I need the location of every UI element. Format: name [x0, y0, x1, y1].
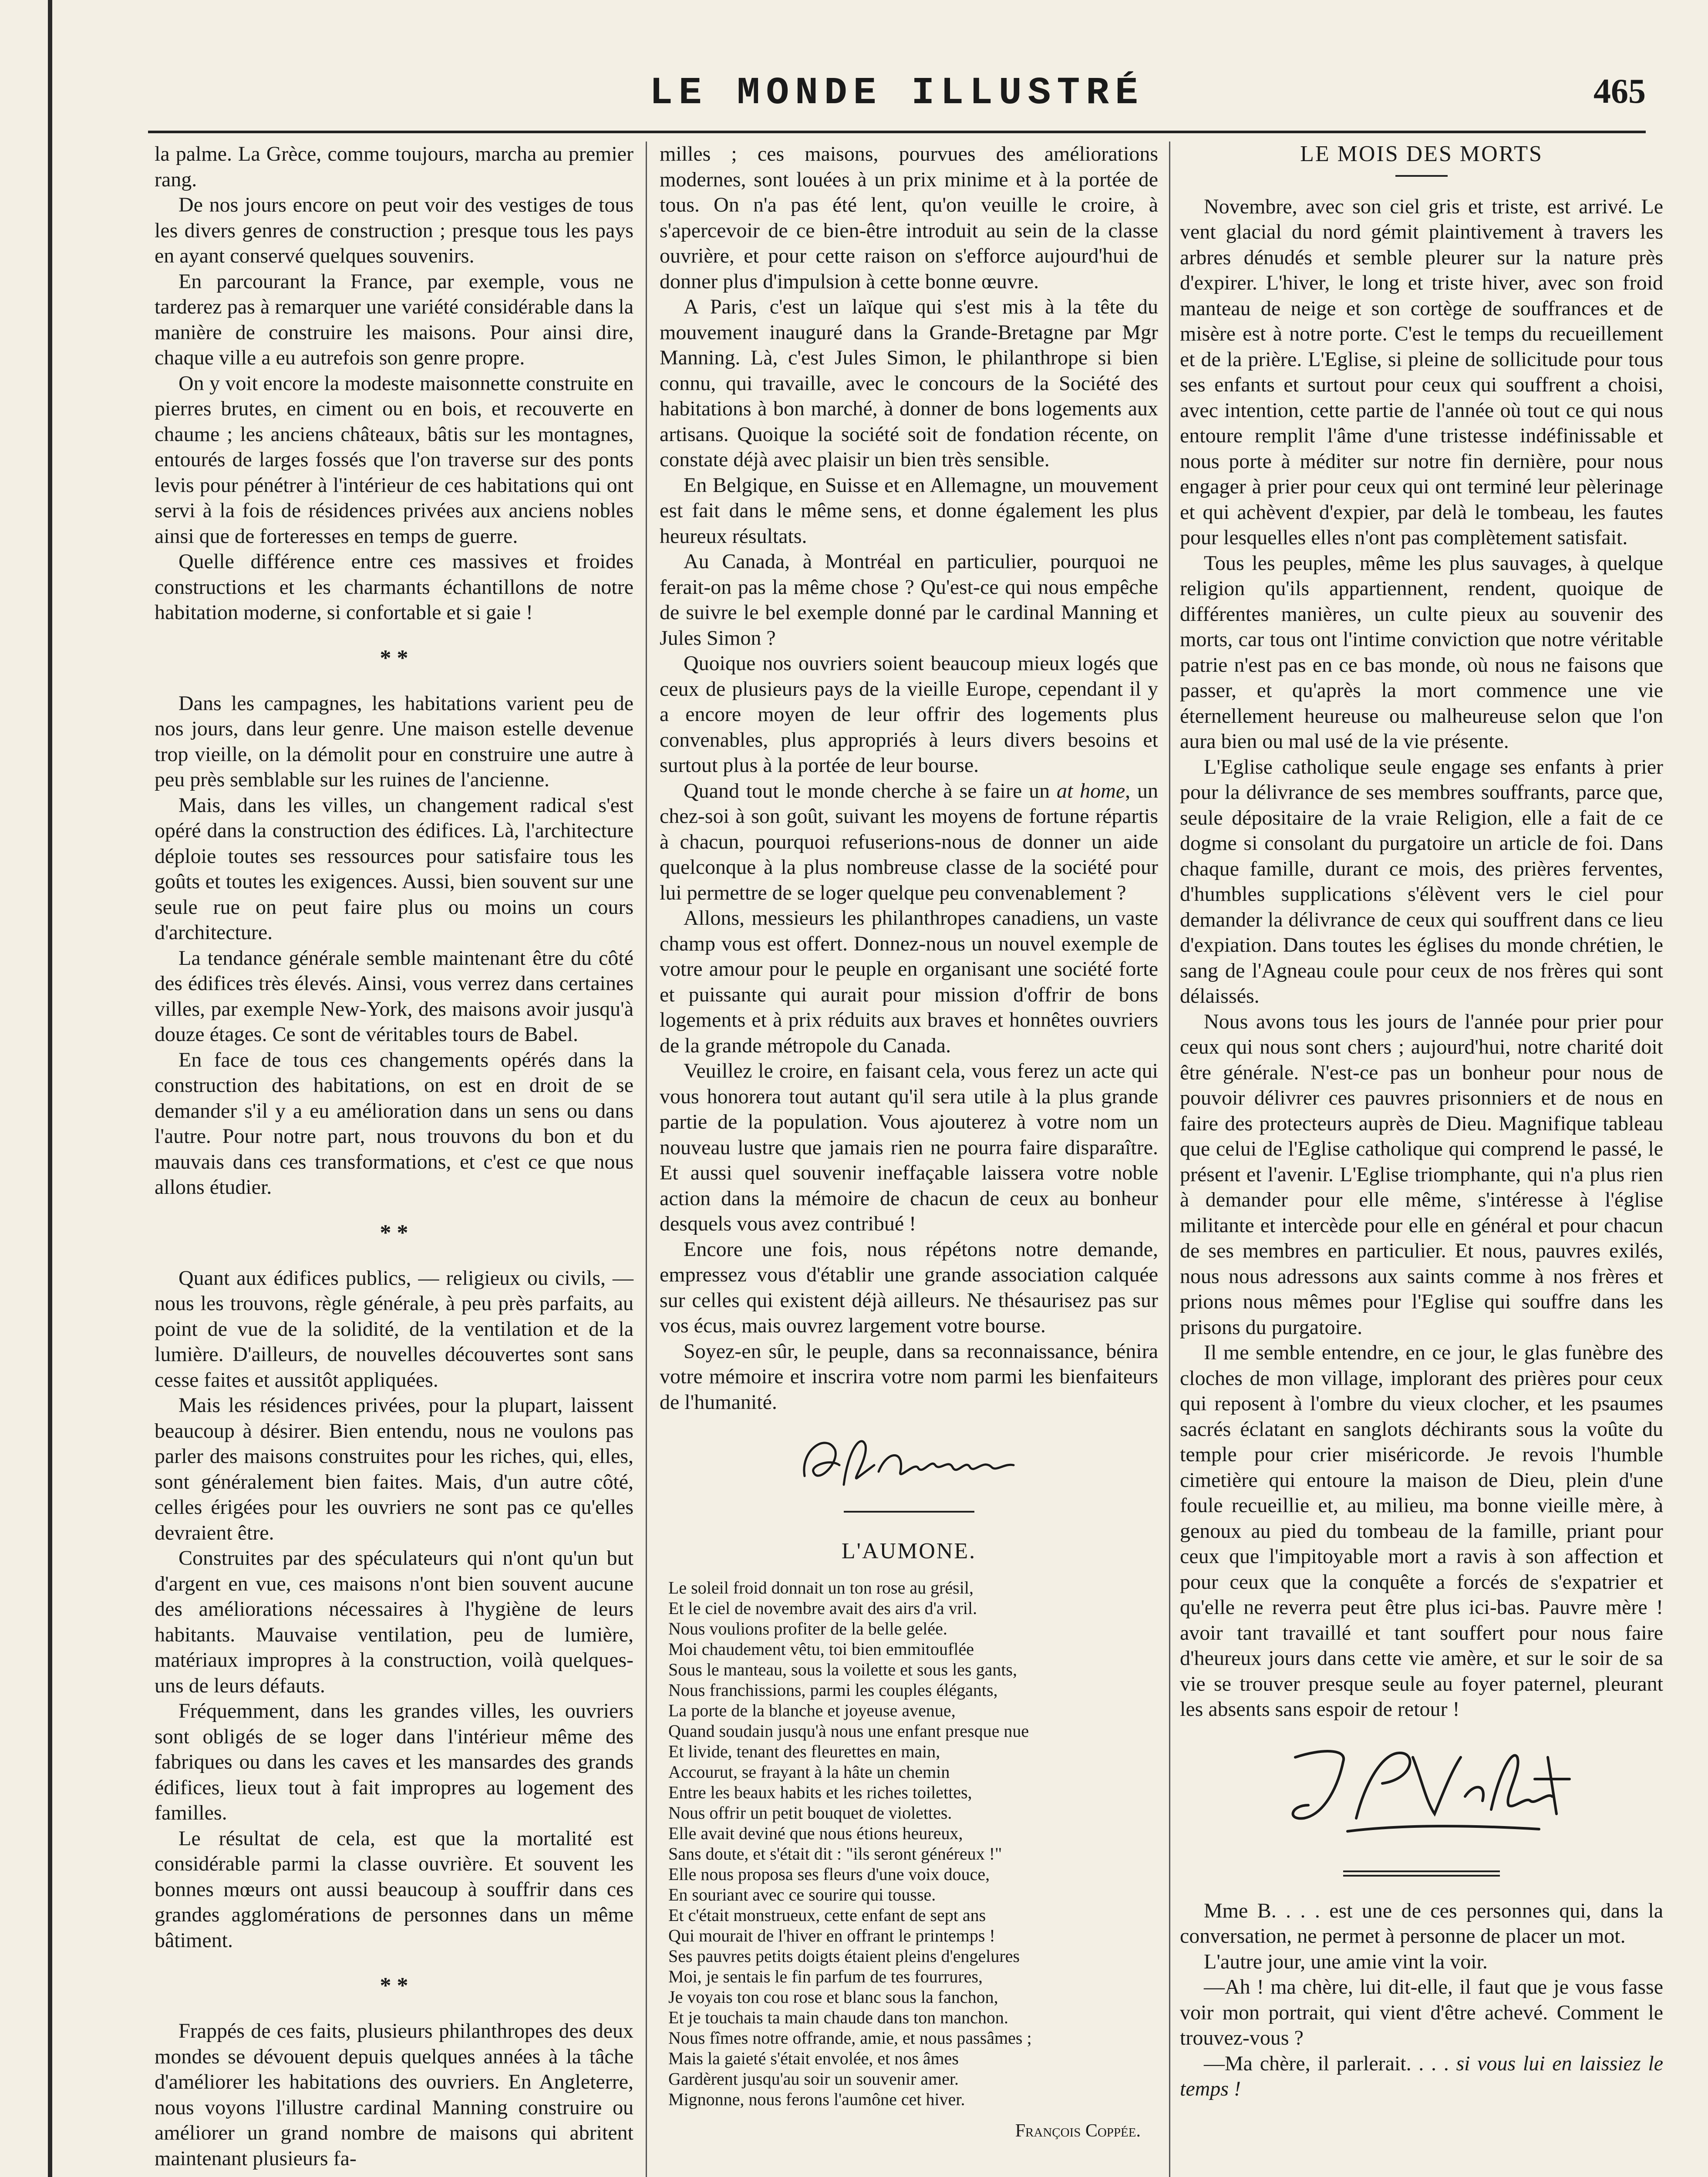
poem-line: Gardèrent jusqu'au soir un souvenir amer.: [668, 2069, 959, 2089]
poem-line: Quand soudain jusqu'à nous une enfant presque nue: [668, 1721, 1029, 1741]
paragraph: Allons, messieurs les philanthropes canadiens, un vaste champ vous est offert. Donnez-nous un nouvel exemple de votre amour pour le peuple en organisant une société forte et puissante qui aurait pour mission d'offrir de bons logements et à prix réduits aux braves et honnêtes ouvriers de la grande métropole du Canada.: [660, 907, 1158, 1057]
poem-title: L'AUMONE.: [841, 1539, 977, 1564]
paragraph: [1180, 2051, 1663, 2102]
paragraph: Mais, dans les villes, un changement radical s'est opéré dans la construction des édifices. Là, l'architecture déploie toutes ses ressources pour satisfaire tous les goûts et toutes les exigences. Aussi, bien souvent sur une seule rue on peut faire plus ou moins un cours d'architecture.: [155, 793, 633, 944]
signature-vibert: [1269, 1731, 1574, 1844]
page-edge-rule: [48, 0, 52, 2177]
paragraph: La tendance générale semble maintenant être du côté des édifices très élevés. Ainsi, vous verrez dans certaines villes, par exemple New-York, des maisons avoir jusqu'à douze étages. Ce sont de véritables tours de Babel.: [155, 946, 633, 1046]
italic-text: at home: [1057, 779, 1125, 802]
poem-line: Nous offrir un petit bouquet de violettes.: [668, 1803, 952, 1823]
text-run: , un chez-soi à son goût, suivant les moyens de fortune répartis à chacun, pourquoi refuserions-nous de donner un aide quelconque à la plus nombreuse classe de la société pour lui permettre de se loger quelque peu convenablement ?: [660, 779, 1159, 904]
poem: [668, 1577, 1158, 2110]
paragraph: Frappés de ces faits, plusieurs philanthropes des deux mondes se dévouent depuis quelques années à la tâche d'améliorer les habitations des ouvriers. En Angleterre, nous voyons l'illustre cardinal Manning construire ou améliorer un grand nombre de maisons qui abritent maintenant plusieurs fa-: [155, 2019, 633, 2170]
paragraph: A Paris, c'est un laïque qui s'est mis à la tête du mouvement inauguré dans la Grande-Bretagne par Mgr Manning. Là, c'est Jules Simon, le philanthrope si bien connu, qui travaille, avec le concours de la Société des habitations à bon marché, à donner de bons logements aux artisans. Quoique la société soit de fondation récente, on constate déjà avec plaisir un bien très sensible.: [660, 295, 1158, 471]
poem-line: Et c'était monstrueux, cette enfant de sept ans: [668, 1905, 986, 1925]
poem-line: Sans doute, et s'était dit : "ils seront généreux !": [668, 1843, 1002, 1864]
paragraph: Quoique nos ouvriers soient beaucoup mieux logés que ceux de plusieurs pays de la vieille Europe, cependant il y a encore moyen de leur offrir des logements plus convenables, plus appropriés à leurs divers besoins et surtout plus à la portée de leur bourse.: [660, 652, 1158, 777]
article-title: LE MOIS DES MORTS: [1300, 142, 1543, 166]
paragraph: Au Canada, à Montréal en particulier, pourquoi ne ferait-on pas la même chose ? Qu'est-ce qui nous empêche de suivre le bel exemple donné par le cardinal Manning et Jules Simon ?: [660, 550, 1158, 650]
paragraph: Il me semble entendre, en ce jour, le glas funèbre des cloches de mon village, implorant des prières pour ceux qui reposent à l'ombre du vieux clocher, et les psaumes sacrés éclatant en sanglots déchirants sous la voûte du temple pour crier miséricorde. Je revois l'humble cimetière qui entoure la maison de Dieu, plein d'une foule recueillie et, au milieu, ma bonne vieille mère, à genoux au pied du tombeau de la famille, priant pour ceux que l'impitoyable mort a ravis à son affection et pour ceux que la conquête a forcés de s'expatrier et qu'elle ne reverra peut être plus ici-bas. Pauvre mère ! avoir tant travaillé et tant souffert pour nous faire d'heureux jours dans cette vie amère, et sur le soir de sa vie se trouver presque seule au foyer paternel, pleurant les absents sans espoir de retour !: [1180, 1341, 1663, 1721]
italic-text: si vous lui en laissiez le temps !: [1180, 2052, 1663, 2100]
paragraph: En Belgique, en Suisse et en Allemagne, un mouvement est fait dans le même sens, et donne également les plus heureux résultats.: [660, 473, 1158, 548]
poem-line: Nous franchissions, parmi les couples élégants,: [668, 1680, 998, 1700]
paragraph: Quelle différence entre ces massives et froides constructions et les charmants échantillons de notre habitation moderne, si confortable et si gaie !: [155, 550, 633, 624]
paragraph: Dans les campagnes, les habitations varient peu de nos jours, dans leur genre. Une maison estelle devenue trop vieille, on la démolit pour en construire une autre à peu près semblable sur les ruines de l'ancienne.: [155, 691, 633, 791]
section-separator: * *: [380, 1973, 408, 1998]
poem-line: Mignonne, nous ferons l'aumône cet hiver.: [668, 2089, 965, 2109]
poem-line: Elle nous proposa ses fleurs d'une voix douce,: [668, 1864, 990, 1884]
paragraph: Veuillez le croire, en faisant cela, vous ferez un acte qui vous honorera tout autant qu'il sera utile à la plus grande partie de la population. Vous ajouterez à votre nom un nouveau lustre que jamais rien ne pourra faire disparaître. Et aussi quel souvenir ineffaçable laissera votre noble action dans la mémoire de chacun de ceux au bonheur desquels vous avez contribué !: [660, 1059, 1158, 1235]
poem-line: Moi chaudement vêtu, toi bien emmitouflée: [668, 1639, 974, 1659]
column-1: [155, 142, 633, 2171]
text-run: —Ma chère, il parlerait. . . .: [1204, 2052, 1456, 2075]
section-separator: * *: [380, 645, 408, 671]
paragraph: Novembre, avec son ciel gris et triste, est arrivé. Le vent glacial du nord gémit plaintivement à travers les arbres dénudés et semble pleurer sur la nature près d'expirer. L'hiver, le long et triste hiver, avec son froid manteau de neige et son cortège de souffrances et de misère est à notre porte. C'est le temps du recueillement et de la prière. L'Eglise, si pleine de sollicitude pour tous ses enfants et surtout pour ceux qui souffrent a choisi, avec intention, cette partie de l'année où tout ce qui nous entoure remplit l'âme d'une tristesse indéfinissable et nous porte à méditer sur notre fin dernière, pour nous engager à prier pour ceux qui ont terminé leur pèlerinage et qui achèvent d'expier, par delà le tombeau, les fautes pour lesquelles elles n'ont pas complètement satisfait.: [1180, 195, 1663, 549]
column-divider: [646, 142, 647, 2177]
poem-line: Et livide, tenant des fleurettes en main,: [668, 1741, 940, 1761]
paragraph: En face de tous ces changements opérés dans la construction des habitations, on est en droit de se demander s'il y a eu amélioration dans un sens ou dans l'autre. Pour notre part, nous trouvons du bon et du mauvais dans ces transformations, et c'est ce que nous allons étudier.: [155, 1048, 633, 1199]
poem-line: Et le ciel de novembre avait des airs d'a vril.: [668, 1598, 977, 1618]
signature-dumont: [787, 1424, 1031, 1502]
poem-line: Je voyais ton cou rose et blanc sous la fanchon,: [668, 1987, 998, 2007]
poem-line: Entre les beaux habits et les riches toilettes,: [668, 1782, 972, 1802]
paragraph: Quant aux édifices publics, — religieux ou civils, —nous les trouvons, règle générale, à peu près parfaits, au point de vue de la solidité, de la ventilation et de la lumière. D'ailleurs, de nouvelles découvertes sont sans cesse faites et aussitôt appliquées.: [155, 1266, 633, 1392]
poem-line: Et je touchais ta main chaude dans ton manchon.: [668, 2007, 1008, 2027]
paragraph: la palme. La Grèce, comme toujours, marcha au premier rang.: [155, 142, 633, 191]
poem-line: La porte de la blanche et joyeuse avenue,: [668, 1700, 956, 1720]
page-header: [148, 72, 1646, 128]
paragraph: —Ah ! ma chère, lui dit-elle, il faut que je vous fasse voir mon portrait, qui vient d'être achevé. Comment le trouvez-vous ?: [1180, 1975, 1663, 2049]
paragraph: On y voit encore la modeste maisonnette construite en pierres brutes, en ciment ou en bois, et recouverte en chaume ; les anciens châteaux, bâtis sur les montagnes, entourés de larges fossés que l'on traverse sur des ponts levis pour pénétrer à l'intérieur de ces habitations qui ont servi à la fois de résidences privées aux anciens nobles ainsi que de forteresses en temps de guerre.: [155, 371, 633, 548]
text-run: Quand tout le monde cherche à se faire un: [684, 779, 1057, 802]
title-rule: [1395, 175, 1448, 177]
paragraph: En parcourant la France, par exemple, vous ne tarderez pas à remarquer une variété considérable dans la manière de construire les maisons. Pour ainsi dire, chaque ville a eu autrefois son genre propre.: [155, 270, 633, 369]
poem-line: Accourut, se frayant à la hâte un chemin: [668, 1762, 950, 1782]
section-separator: * *: [380, 1220, 408, 1245]
column-divider: [1169, 142, 1170, 2177]
poem-line: Nous voulions profiter de la belle gelée.: [668, 1618, 947, 1638]
paragraph: Construites par des spéculateurs qui n'ont qu'un but d'argent en vue, ces maisons n'ont bien souvent aucune des améliorations nécessaires à l'hygiène de leurs habitants. Mauvaise ventilation, peu de lumière, matériaux impropres à la construction, voilà quelques-uns de leurs défauts.: [155, 1547, 633, 1697]
paragraph: milles ; ces maisons, pourvues des améliorations modernes, sont louées à un prix minime et à la portée de tous. On n'a pas été lent, qu'on veuille le croire, à s'apercevoir de ce bien-être introduit au sein de la classe ouvrière, et pour cette raison on s'efforce aujourd'hui de donner plus d'impulsion à cette bonne œuvre.: [660, 142, 1158, 293]
poem-line: Moi, je sentais le fin parfum de tes fourrures,: [668, 1966, 983, 1986]
header-rule: [148, 131, 1646, 133]
paragraph: De nos jours encore on peut voir des vestiges de tous les divers genres de construction ; presque tous les pays en ayant conservé quelques souvenirs.: [155, 193, 633, 267]
paragraph: Nous avons tous les jours de l'année pour prier pour ceux qui nous sont chers ; aujourd'hui, notre charité doit être générale. N'est-ce pas un bonheur pour nous de pouvoir délivrer ces pauvres prisonniers et de nous en faire des protecteurs auprès de Dieu. Magnifique tableau que celui de l'Eglise catholique qui comprend le passé, le présent et l'avenir. L'Eglise triomphante, qui n'a plus rien à demander pour elle même, s'intéresse à l'église militante et intercède pour elle en général et pour chacun de ses membres en particulier. Et nous, pauvres exilés, nous nous adressons aux saints comme à nos frères et prions nous mêmes pour l'Eglise qui souffre dans les prisons du purgatoire.: [1180, 1010, 1663, 1339]
page-number: 465: [1593, 72, 1646, 111]
divider-double-rule: [1343, 1870, 1500, 1877]
poem-line: Elle avait deviné que nous étions heureux,: [668, 1823, 963, 1843]
paragraph: L'autre jour, une amie vint la voir.: [1204, 1950, 1488, 1973]
paragraph: Fréquemment, dans les grandes villes, les ouvriers sont obligés de se loger dans l'intérieur même des fabriques ou dans les caves et les mansardes des grands édifices, lieux tout à fait impropres au logement des familles.: [155, 1699, 633, 1824]
paragraph: Encore une fois, nous répétons notre demande, empressez vous d'établir une grande association calquée sur celles qui existent déjà ailleurs. Ne thésaurisez pas sur vos écus, mais ouvrez largement votre bourse.: [660, 1237, 1158, 1337]
paragraph: L'Eglise catholique seule engage ses enfants à prier pour la délivrance de ses membres souffrants, parce que, seule dépositaire de la vraie Religion, elle a fait de ce dogme si consolant du purgatoire un article de foi. Dans chaque famille, durant ce mois, des prières ferventes, d'humbles supplications s'élèvent vers le ciel pour demander la délivrance de ceux qui souffrent dans ce lieu d'expiation. Dans toutes les églises du monde chrétien, le sang de l'Agneau coule pour ceux de nos frères qui sont délaissés.: [1180, 755, 1663, 1008]
poem-line: Mais la gaieté s'était envolée, et nos âmes: [668, 2048, 959, 2068]
masthead: LE MONDE ILLUSTRÉ: [650, 72, 1144, 115]
poem-line: En souriant avec ce sourire qui tousse.: [668, 1884, 936, 1904]
poem-line: Nous fîmes notre offrande, amie, et nous passâmes ;: [668, 2028, 1032, 2048]
paragraph: [660, 778, 1158, 906]
paragraph: Mme B. . . . est une de ces personnes qui, dans la conversation, ne permet à personne de placer un mot.: [1180, 1899, 1663, 1948]
paragraph: Soyez-en sûr, le peuple, dans sa reconnaissance, bénira votre mémoire et inscrira votre nom parmi les bienfaiteurs de l'humanité.: [660, 1339, 1158, 1414]
poet-credit: François Coppée.: [1015, 2120, 1141, 2141]
poem-line: Qui mourait de l'hiver en offrant le printemps !: [668, 1925, 995, 1945]
column-2: [660, 142, 1158, 2143]
poem-line: Le soleil froid donnait un ton rose au grésil,: [668, 1577, 974, 1597]
poem-line: Ses pauvres petits doigts étaient pleins d'engelures: [668, 1946, 1020, 1966]
paragraph: Mais les résidences privées, pour la plupart, laissent beaucoup à désirer. Bien entendu, nous ne voulons pas parler des maisons construites pour les riches, qui, elles, sont généralement bien faites. Mais, d'un autre côté, celles érigées pour les ouvriers ne sont pas ce qu'elles devraient être.: [155, 1394, 633, 1544]
paragraph: Tous les peuples, même les plus sauvages, à quelque religion qu'ils appartiennent, rendent, quoique de différentes manières, un culte pieux au souvenir des morts, car tous ont l'intime conviction que notre véritable patrie n'est pas en ce bas monde, où nous ne faisons que passer, et qu'après la mort commence une vie éternellement heureuse ou malheureuse selon que l'on aura bien ou mal usé de la vie présente.: [1180, 551, 1663, 753]
poem-line: Sous le manteau, sous la voilette et sous les gants,: [668, 1659, 1017, 1679]
column-3: [1180, 142, 1663, 2102]
paragraph: Le résultat de cela, est que la mortalité est considérable parmi la classe ouvrière. Et souvent les bonnes mœurs ont aussi beaucoup à souffrir dans ces grandes agglomérations de personnes dans un même bâtiment.: [155, 1827, 633, 1952]
